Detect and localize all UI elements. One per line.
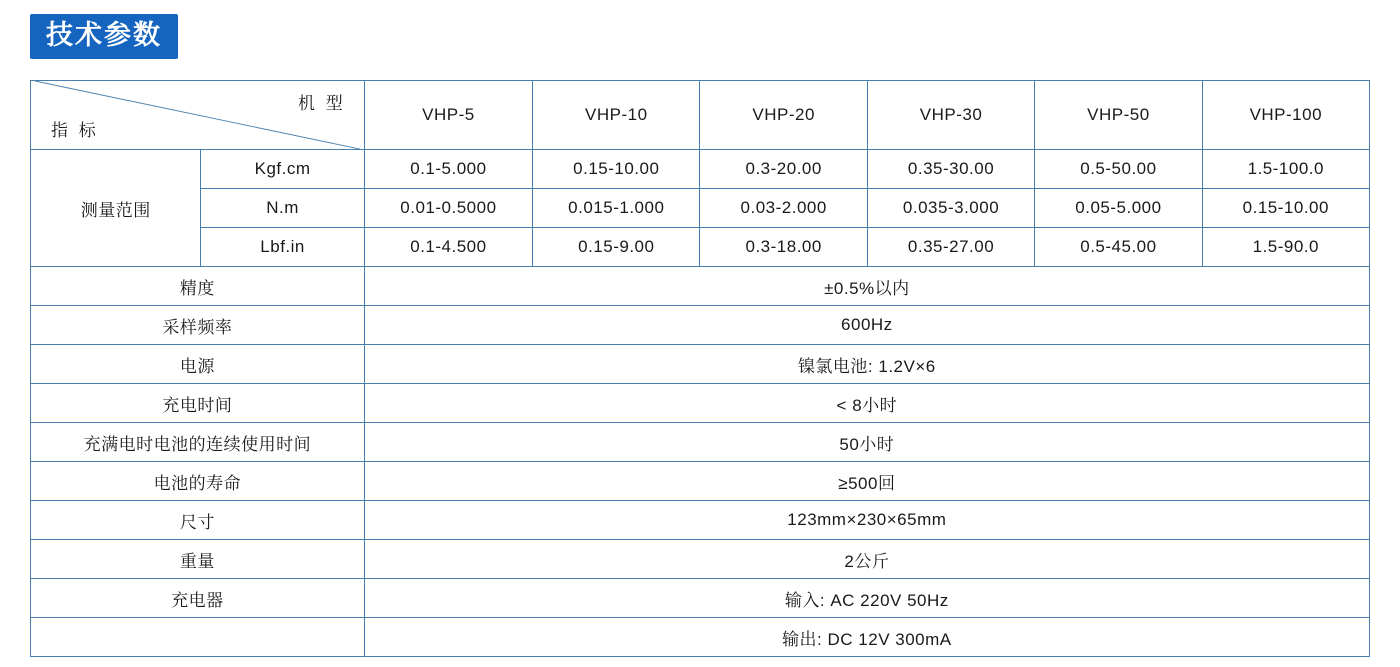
table-row (31, 267, 1370, 306)
model-header-2: VHP-20 (700, 81, 867, 150)
table-row (31, 228, 1370, 267)
range-value-0-3: 0.35-30.00 (867, 150, 1034, 189)
corner-label-index: 指 标 (51, 121, 99, 140)
spec-label-3: 充电时间 (31, 384, 365, 423)
table-row (31, 345, 1370, 384)
spec-value-3: < 8小时 (364, 384, 1369, 423)
table-row (31, 423, 1370, 462)
model-header-4: VHP-50 (1035, 81, 1202, 150)
spec-value-6: 123mm×230×65mm (364, 501, 1369, 540)
model-header-3: VHP-30 (867, 81, 1034, 150)
spec-value-2: 镍氯电池: 1.2V×6 (364, 345, 1369, 384)
spec-label-9 (31, 618, 365, 657)
spec-value-8: 输入: AC 220V 50Hz (364, 579, 1369, 618)
model-header-0: VHP-5 (364, 81, 532, 150)
technical-parameters-table (30, 80, 1370, 657)
table-row (31, 306, 1370, 345)
table-row (31, 540, 1370, 579)
table-header-row (31, 81, 1370, 150)
range-value-1-4: 0.05-5.000 (1035, 189, 1202, 228)
range-value-1-2: 0.03-2.000 (700, 189, 867, 228)
range-value-0-2: 0.3-20.00 (700, 150, 867, 189)
range-value-1-0: 0.01-0.5000 (364, 189, 532, 228)
table-row (31, 150, 1370, 189)
table-row (31, 579, 1370, 618)
spec-label-1: 采样频率 (31, 306, 365, 345)
spec-label-7: 重量 (31, 540, 365, 579)
range-unit-0: Kgf.cm (201, 150, 364, 189)
range-value-1-5: 0.15-10.00 (1202, 189, 1369, 228)
table-row (31, 189, 1370, 228)
range-group-label: 测量范围 (31, 150, 201, 267)
table-row (31, 462, 1370, 501)
range-value-2-3: 0.35-27.00 (867, 228, 1034, 267)
range-value-0-5: 1.5-100.0 (1202, 150, 1369, 189)
range-value-0-4: 0.5-50.00 (1035, 150, 1202, 189)
page-title: 技术参数 (30, 14, 178, 59)
table-row (31, 618, 1370, 657)
table-row (31, 501, 1370, 540)
header-corner-cell (31, 81, 365, 150)
range-value-2-5: 1.5-90.0 (1202, 228, 1369, 267)
spec-label-6: 尺寸 (31, 501, 365, 540)
range-value-2-2: 0.3-18.00 (700, 228, 867, 267)
table-row (31, 384, 1370, 423)
range-value-0-0: 0.1-5.000 (364, 150, 532, 189)
range-value-0-1: 0.15-10.00 (533, 150, 700, 189)
spec-value-1: 600Hz (364, 306, 1369, 345)
corner-label-model: 机 型 (297, 94, 346, 113)
spec-label-2: 电源 (31, 345, 365, 384)
range-value-1-3: 0.035-3.000 (867, 189, 1034, 228)
range-unit-2: Lbf.in (201, 228, 364, 267)
spec-value-9: 输出: DC 12V 300mA (364, 618, 1369, 657)
spec-label-4: 充满电时电池的连续使用时间 (31, 423, 365, 462)
range-value-1-1: 0.015-1.000 (533, 189, 700, 228)
spec-value-0: ±0.5%以内 (364, 267, 1369, 306)
spec-label-0: 精度 (31, 267, 365, 306)
spec-value-4: 50小时 (364, 423, 1369, 462)
spec-value-7: 2公斤 (364, 540, 1369, 579)
range-value-2-0: 0.1-4.500 (364, 228, 532, 267)
model-header-5: VHP-100 (1202, 81, 1369, 150)
spec-label-8: 充电器 (31, 579, 365, 618)
range-unit-1: N.m (201, 189, 364, 228)
range-value-2-1: 0.15-9.00 (533, 228, 700, 267)
range-value-2-4: 0.5-45.00 (1035, 228, 1202, 267)
spec-label-5: 电池的寿命 (31, 462, 365, 501)
spec-value-5: ≥500回 (364, 462, 1369, 501)
model-header-1: VHP-10 (533, 81, 700, 150)
